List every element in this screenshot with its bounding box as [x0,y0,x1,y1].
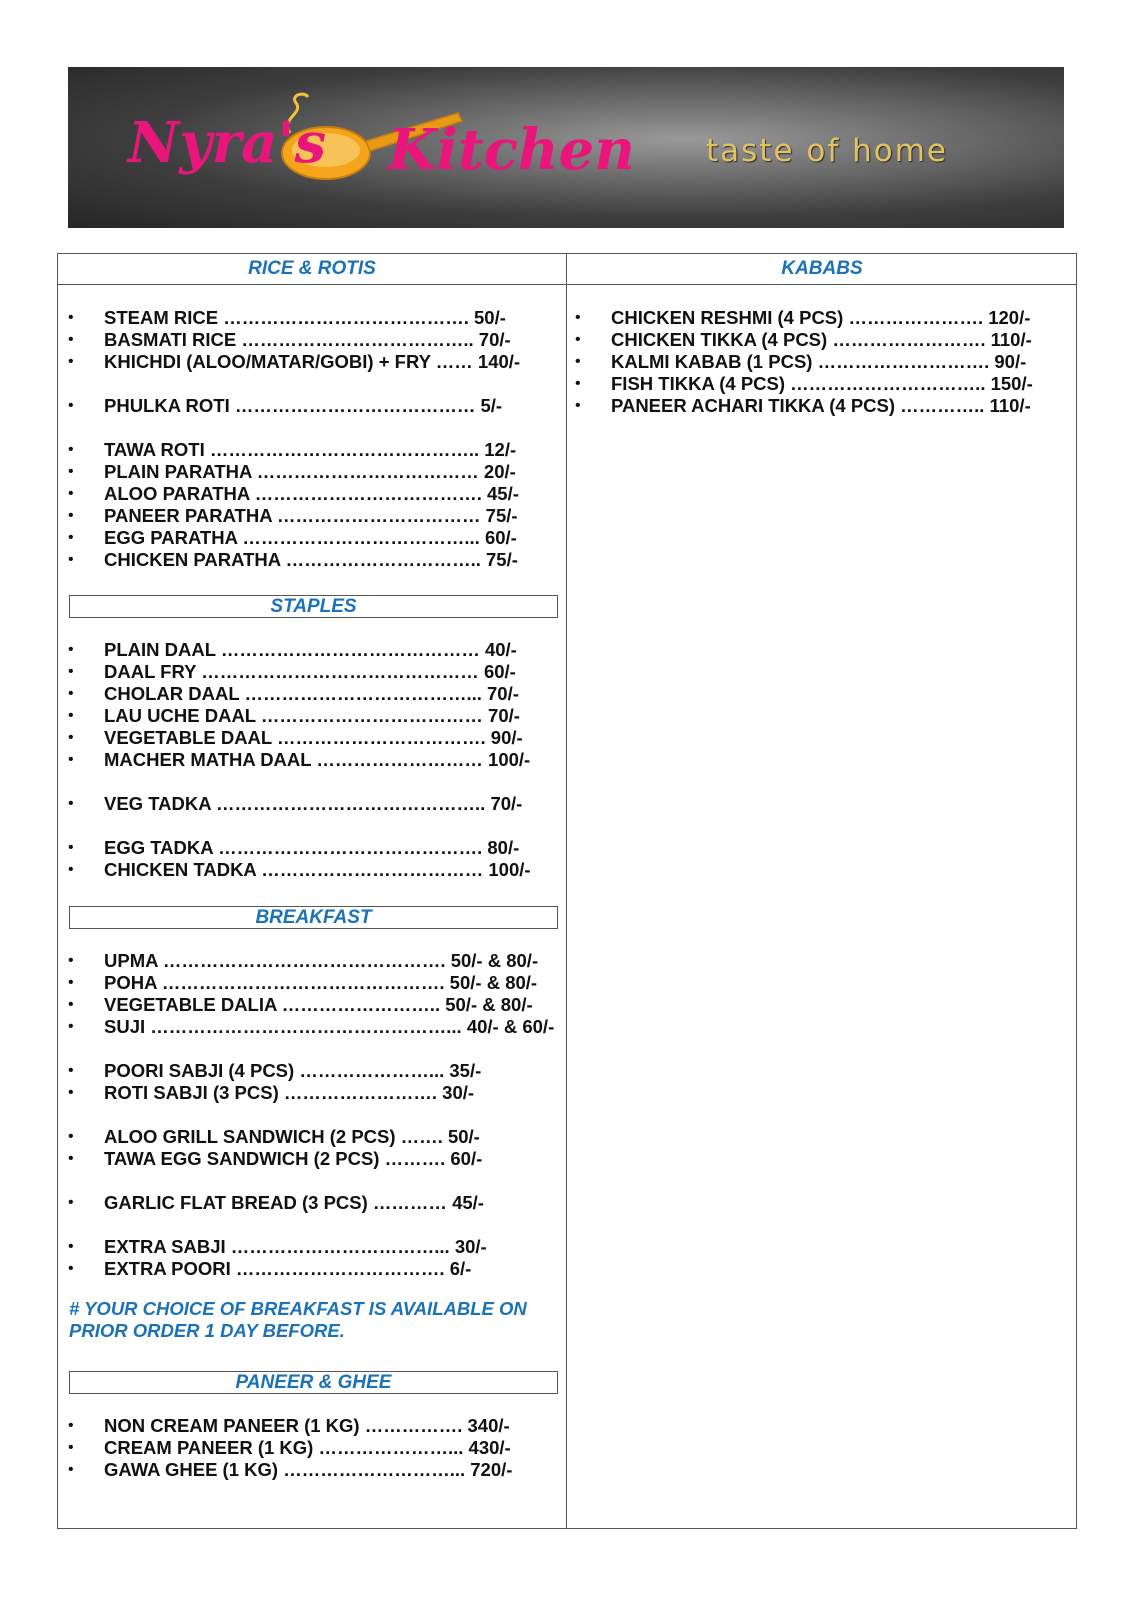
header-banner [68,67,1064,228]
bullet-icon: • [575,353,581,370]
bullet-icon: • [68,551,74,568]
menu-item: CHICKEN TADKA ……………………………… 100/- [104,859,531,880]
menu-item: VEGETABLE DAAL ……………………………. 90/- [104,727,523,748]
menu-item: PANEER ACHARI TIKKA (4 PCS) ………….. 110/- [611,395,1031,416]
menu-item: EXTRA POORI ……………………………. 6/- [104,1258,472,1279]
menu-item: SUJI …………………………………………... 40/- & 60/- [104,1016,555,1037]
bullet-icon: • [68,839,74,856]
bullet-icon: • [68,397,74,414]
bullet-icon: • [68,707,74,724]
section-heading-paneer-ghee: PANEER & GHEE [69,1371,558,1394]
bullet-icon: • [68,529,74,546]
bullet-icon: • [68,996,74,1013]
bullet-icon: • [68,1150,74,1167]
bullet-icon: • [68,1260,74,1277]
menu-item: GAWA GHEE (1 KG) ………………………... 720/- [104,1459,513,1480]
menu-item: PLAIN PARATHA ……………………………… 20/- [104,461,516,482]
tagline: taste of home [706,133,949,169]
bullet-icon: • [68,1439,74,1456]
breakfast-note: # YOUR CHOICE OF BREAKFAST IS AVAILABLE ON PRIOR ORDER 1 DAY BEFORE. [69,1298,527,1341]
menu-table [57,253,1077,1529]
bullet-icon: • [68,441,74,458]
bullet-icon: • [68,1128,74,1145]
menu-item: LAU UCHE DAAL ……………………………… 70/- [104,705,520,726]
menu-item: ALOO PARATHA ………………………………. 45/- [104,483,519,504]
bullet-icon: • [68,974,74,991]
menu-item: BASMATI RICE ……………………………….. 70/- [104,329,511,350]
bullet-icon: • [68,1018,74,1035]
menu-item: EXTRA SABJI ……………………………... 30/- [104,1236,487,1257]
bullet-icon: • [68,1238,74,1255]
bullet-icon: • [68,751,74,768]
menu-item: MACHER MATHA DAAL ……………………… 100/- [104,749,531,770]
bullet-icon: • [68,1084,74,1101]
menu-item: ALOO GRILL SANDWICH (2 PCS) ……. 50/- [104,1126,480,1147]
column-divider [566,254,567,1528]
bullet-icon: • [68,641,74,658]
bullet-icon: • [68,795,74,812]
menu-item: UPMA ………………………………………. 50/- & 80/- [104,950,539,971]
bullet-icon: • [68,663,74,680]
bullet-icon: • [575,397,581,414]
bullet-icon: • [68,685,74,702]
bullet-icon: • [575,309,581,326]
bullet-icon: • [68,507,74,524]
menu-item: PHULKA ROTI ………………………………… 5/- [104,395,503,416]
bullet-icon: • [68,309,74,326]
section-heading-staples: STAPLES [69,595,558,618]
logo-part-2: Kitchen [388,117,635,183]
bullet-icon: • [68,463,74,480]
bullet-icon: • [68,1417,74,1434]
menu-item: CHICKEN TIKKA (4 PCS) ……………………. 110/- [611,329,1032,350]
menu-item: ROTI SABJI (3 PCS) ……………………. 30/- [104,1082,475,1103]
menu-item: TAWA EGG SANDWICH (2 PCS) ………. 60/- [104,1148,483,1169]
menu-item: FISH TIKKA (4 PCS) ………………………….. 150/- [611,373,1033,394]
menu-item: TAWA ROTI …………………………………….. 12/- [104,439,517,460]
menu-item: EGG TADKA ……………………………………. 80/- [104,837,520,858]
menu-item: DAAL FRY ……………………………………… 60/- [104,661,516,682]
menu-item: POORI SABJI (4 PCS) …………………... 35/- [104,1060,482,1081]
bullet-icon: • [68,861,74,878]
menu-item: KALMI KABAB (1 PCS) ………………………. 90/- [611,351,1027,372]
bullet-icon: • [68,1461,74,1478]
menu-item: PANEER PARATHA …………………………… 75/- [104,505,518,526]
bullet-icon: • [575,375,581,392]
menu-item: CHICKEN PARATHA ………………………….. 75/- [104,549,518,570]
bullet-icon: • [68,353,74,370]
menu-item: KHICHDI (ALOO/MATAR/GOBI) + FRY …… 140/- [104,351,521,372]
menu-item: CHOLAR DAAL ………………………………... 70/- [104,683,519,704]
menu-item: STEAM RICE …………………………………. 50/- [104,307,506,328]
section-heading-breakfast: BREAKFAST [69,906,558,929]
menu-item: PLAIN DAAL …………………………………… 40/- [104,639,517,660]
menu-item: GARLIC FLAT BREAD (3 PCS) ………… 45/- [104,1192,484,1213]
bullet-icon: • [68,485,74,502]
menu-item: EGG PARATHA ………………………………... 60/- [104,527,517,548]
menu-item: VEGETABLE DALIA …………………….. 50/- & 80/- [104,994,533,1015]
menu-item: NON CREAM PANEER (1 KG) ……………. 340/- [104,1415,510,1436]
logo-part-1: Nyra's [128,110,327,176]
bullet-icon: • [68,729,74,746]
bullet-icon: • [575,331,581,348]
menu-item: CREAM PANEER (1 KG) …………………... 430/- [104,1437,511,1458]
column-heading-kababs: KABABS [781,258,863,279]
bullet-icon: • [68,1062,74,1079]
column-heading-rice-rotis: RICE & ROTIS [248,258,376,279]
bullet-icon: • [68,331,74,348]
bullet-icon: • [68,952,74,969]
menu-item: POHA ………………………………………. 50/- & 80/- [104,972,538,993]
bullet-icon: • [68,1194,74,1211]
menu-item: VEG TADKA …………………………………….. 70/- [104,793,523,814]
menu-item: CHICKEN RESHMI (4 PCS) …………………. 120/- [611,307,1031,328]
